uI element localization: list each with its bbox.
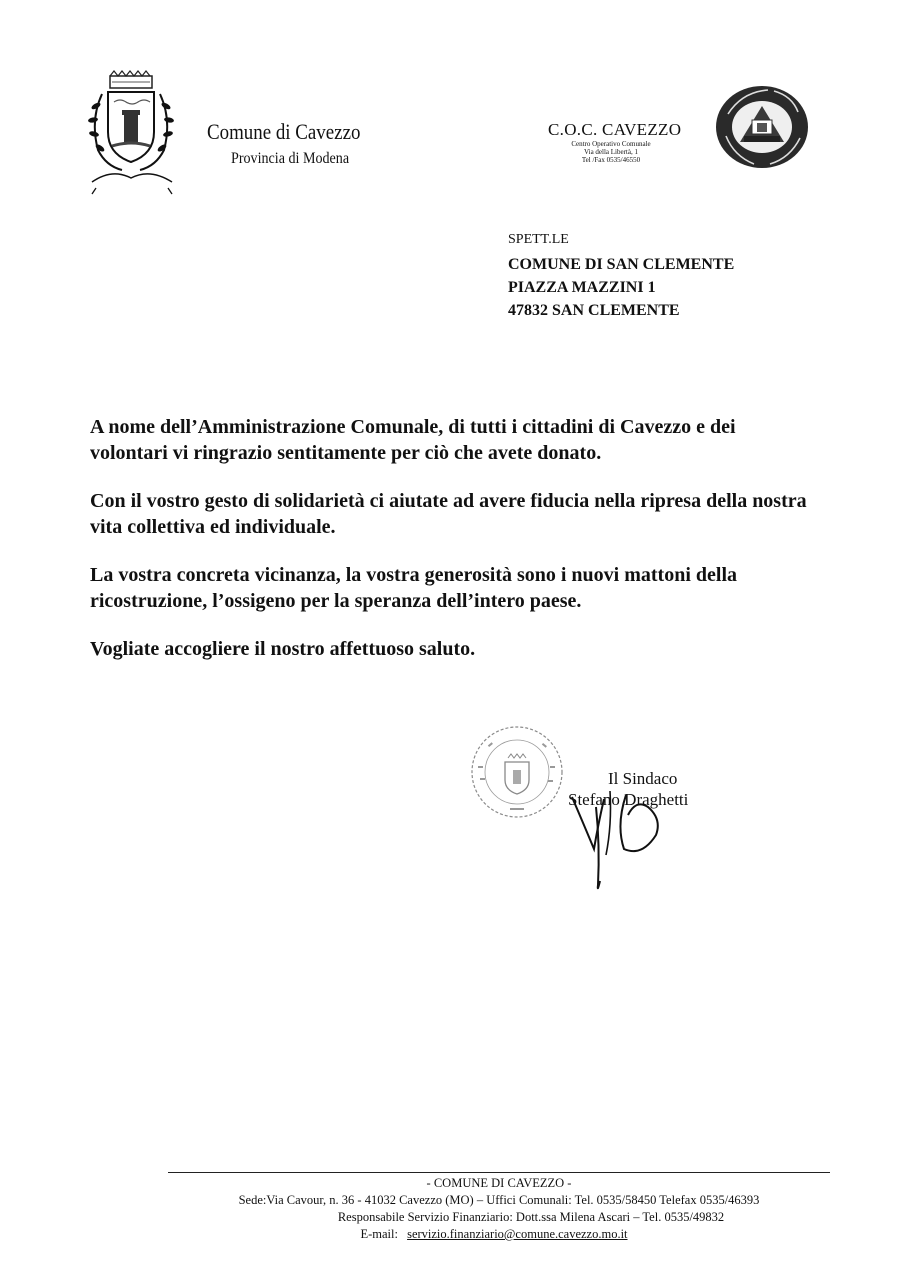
letter-body — [90, 414, 810, 684]
organization-name: Comune di Cavezzo — [207, 119, 361, 144]
coc-title: C.O.C. CAVEZZO — [548, 120, 682, 139]
coc-line-1: Centro Operativo Comunale — [571, 140, 651, 148]
footer-divider — [168, 1172, 830, 1173]
recipient-line-1: COMUNE DI SAN CLEMENTE — [508, 256, 735, 273]
footer-address: Sede:Via Cavour, n. 36 - 41032 Cavezzo (MO) – Uffici Comunali: Tel. 0535/58450 Telefax 0535/46393 — [238, 1193, 760, 1207]
handwritten-signature-icon — [566, 785, 676, 895]
signatory-role: Il Sindaco — [608, 769, 678, 788]
coat-of-arms-icon — [82, 70, 182, 196]
body-paragraph-1: A nome dell’Amministrazione Comunale, di tutti i cittadini di Cavezzo e dei volontari vi ringrazio sentitamente per ciò che avete donato. — [90, 416, 736, 464]
recipient-line-3: 47832 SAN CLEMENTE — [508, 302, 680, 319]
body-paragraph-2: Con il vostro gesto di solidarietà ci aiutate ad avere fiducia nella ripresa della nostra vita collettiva ed individuale. — [90, 490, 807, 538]
municipal-stamp-icon — [468, 722, 566, 822]
organization-province: Provincia di Modena — [231, 150, 350, 167]
footer-email-link[interactable]: servizio.finanziario@comune.cavezzo.mo.it — [407, 1227, 628, 1241]
signatory-name: Stefano Draghetti — [568, 790, 689, 809]
body-paragraph-3: La vostra concreta vicinanza, la vostra generosità sono i nuovi mattoni della ricostruzione, l’ossigeno per la speranza dell’intero paese. — [90, 564, 738, 612]
coc-line-3: Tel /Fax 0535/46550 — [581, 156, 641, 164]
recipient-salutation: SPETT.LE — [508, 232, 569, 247]
coc-subtitle — [540, 140, 682, 164]
footer-email-label: E-mail: — [360, 1227, 398, 1241]
body-paragraph-4: Vogliate accogliere il nostro affettuoso saluto. — [90, 638, 476, 660]
footer-title: - COMUNE DI CAVEZZO - — [426, 1176, 572, 1190]
footer-email-line — [168, 1226, 830, 1243]
coc-line-2: Via della Libertà, 1 — [583, 148, 638, 156]
civil-protection-badge-icon — [714, 84, 810, 170]
recipient-address — [508, 228, 734, 322]
footer — [168, 1175, 830, 1243]
recipient-line-2: PIAZZA MAZZINI 1 — [508, 279, 656, 296]
footer-finance-contact: Responsabile Servizio Finanziario: Dott.ssa Milena Ascari – Tel. 0535/49832 — [337, 1210, 725, 1224]
